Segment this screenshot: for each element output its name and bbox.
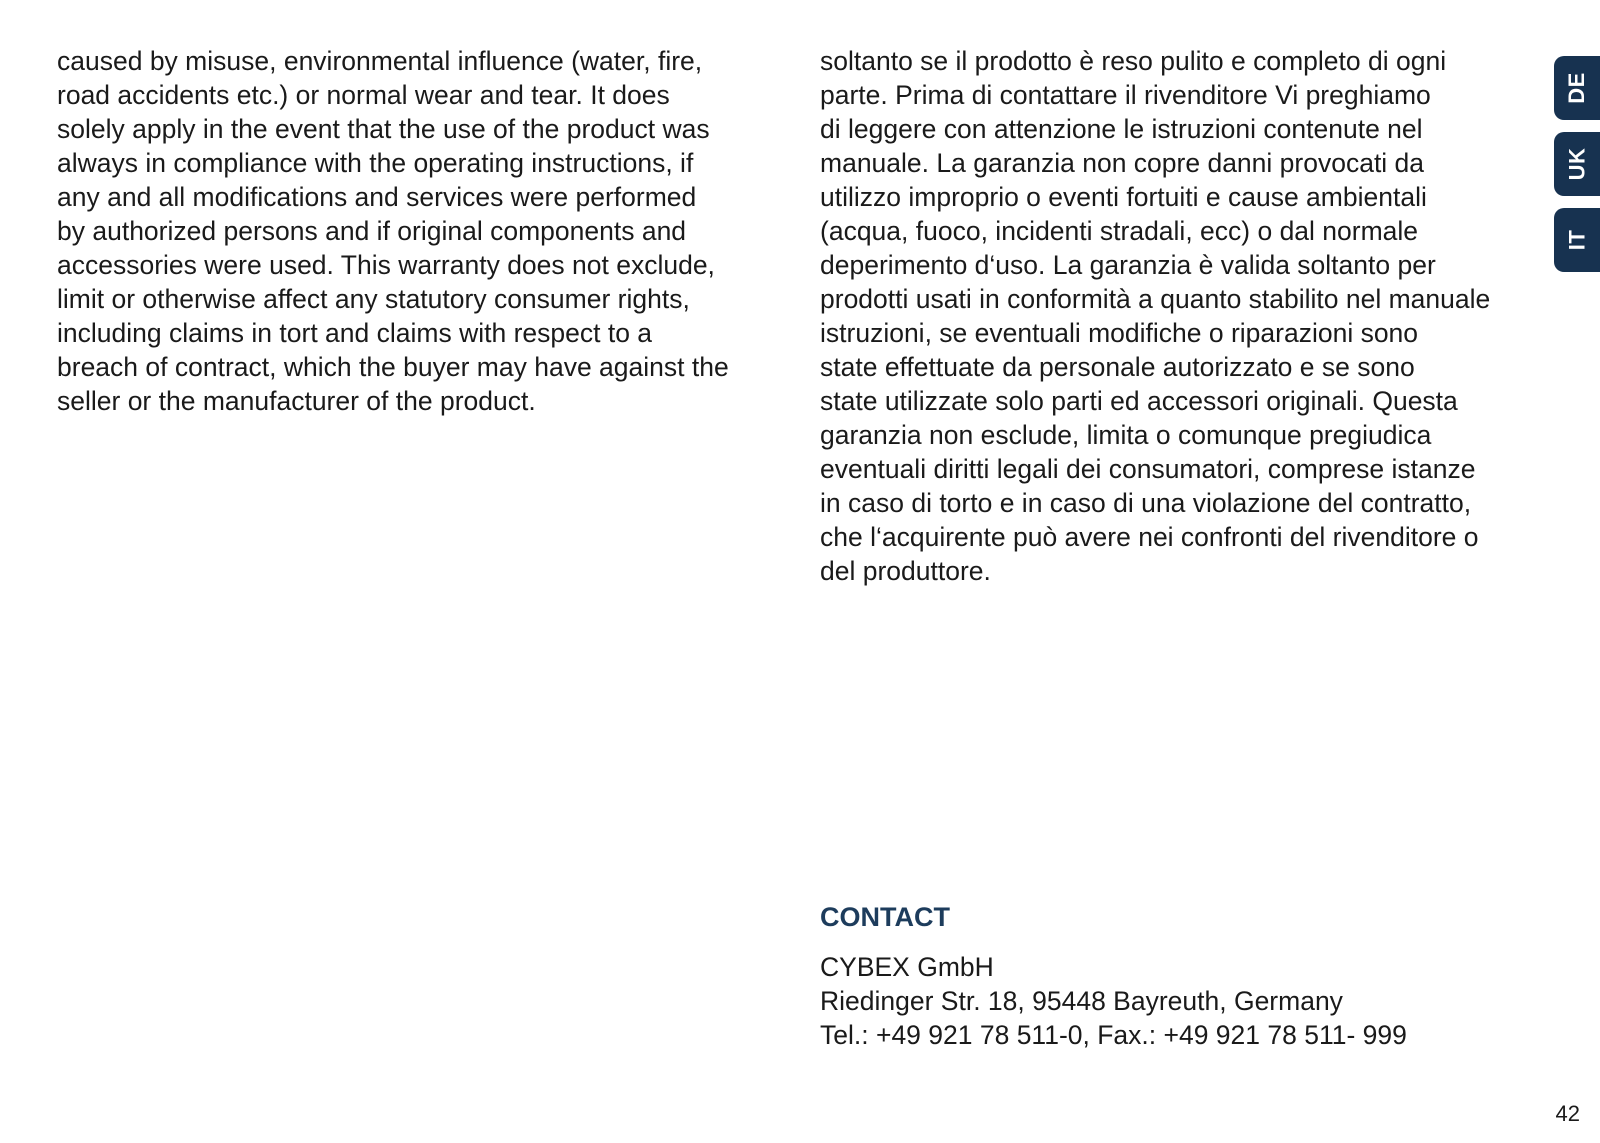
text-line: prodotti usati in conformità a quanto stabilito nel manuale — [820, 284, 1491, 314]
text-line: road accidents etc.) or normal wear and tear. It does — [57, 80, 670, 110]
text-line: including claims in tort and claims with respect to a — [57, 318, 653, 348]
text-line: istruzioni, se eventuali modifiche o riparazioni sono — [820, 318, 1419, 348]
text-line: solely apply in the event that the use of the product was — [57, 114, 710, 144]
warranty-text-italian — [820, 44, 1540, 588]
text-line: eventuali diritti legali dei consumatori, comprese istanze — [820, 454, 1476, 484]
text-line: che l‘acquirente può avere nei confronti del rivenditore o — [820, 522, 1479, 552]
text-line: in caso di torto e in caso di una violazione del contratto, — [820, 488, 1472, 518]
text-line: utilizzo improprio o eventi fortuiti e cause ambientali — [820, 182, 1427, 212]
text-line: breach of contract, which the buyer may have against the — [57, 352, 729, 382]
text-line: manuale. La garanzia non copre danni provocati da — [820, 148, 1425, 178]
text-line: caused by misuse, environmental influence (water, fire, — [57, 46, 703, 76]
text-line: seller or the manufacturer of the product. — [57, 386, 536, 416]
contact-heading: CONTACT — [820, 902, 950, 932]
warranty-text-english — [57, 44, 797, 418]
text-line: by authorized persons and if original components and — [57, 216, 687, 246]
tab-it-label: IT — [1564, 229, 1589, 251]
text-line: del produttore. — [820, 556, 991, 586]
text-line: soltanto se il prodotto è reso pulito e completo di ogni — [820, 46, 1447, 76]
text-line: always in compliance with the operating instructions, if — [57, 148, 694, 178]
language-tabs — [1554, 56, 1600, 284]
contact-address: Riedinger Str. 18, 95448 Bayreuth, Germany — [820, 986, 1343, 1016]
tab-de[interactable] — [1554, 56, 1600, 120]
text-line: garanzia non esclude, limita o comunque pregiudica — [820, 420, 1432, 450]
contact-section — [820, 900, 1540, 1052]
text-line: state effettuate da personale autorizzato e se sono — [820, 352, 1415, 382]
text-line: parte. Prima di contattare il rivenditore Vi preghiamo — [820, 80, 1431, 110]
page-number: 42 — [1555, 1101, 1580, 1126]
text-line: state utilizzate solo parti ed accessori originali. Questa — [820, 386, 1458, 416]
text-line: accessories were used. This warranty does not exclude, — [57, 250, 715, 280]
contact-company: CYBEX GmbH — [820, 952, 994, 982]
tab-it[interactable] — [1554, 208, 1600, 272]
tab-uk[interactable] — [1554, 132, 1600, 196]
text-line: any and all modifications and services were performed — [57, 182, 697, 212]
tab-de-label: DE — [1564, 72, 1589, 104]
text-line: (acqua, fuoco, incidenti stradali, ecc) o dal normale — [820, 216, 1419, 246]
text-line: limit or otherwise affect any statutory consumer rights, — [57, 284, 690, 314]
text-line: deperimento d‘uso. La garanzia è valida soltanto per — [820, 250, 1436, 280]
contact-phone: Tel.: +49 921 78 511-0, Fax.: +49 921 78 511- 999 — [820, 1020, 1407, 1050]
text-line: di leggere con attenzione le istruzioni contenute nel — [820, 114, 1423, 144]
tab-uk-label: UK — [1564, 147, 1589, 181]
